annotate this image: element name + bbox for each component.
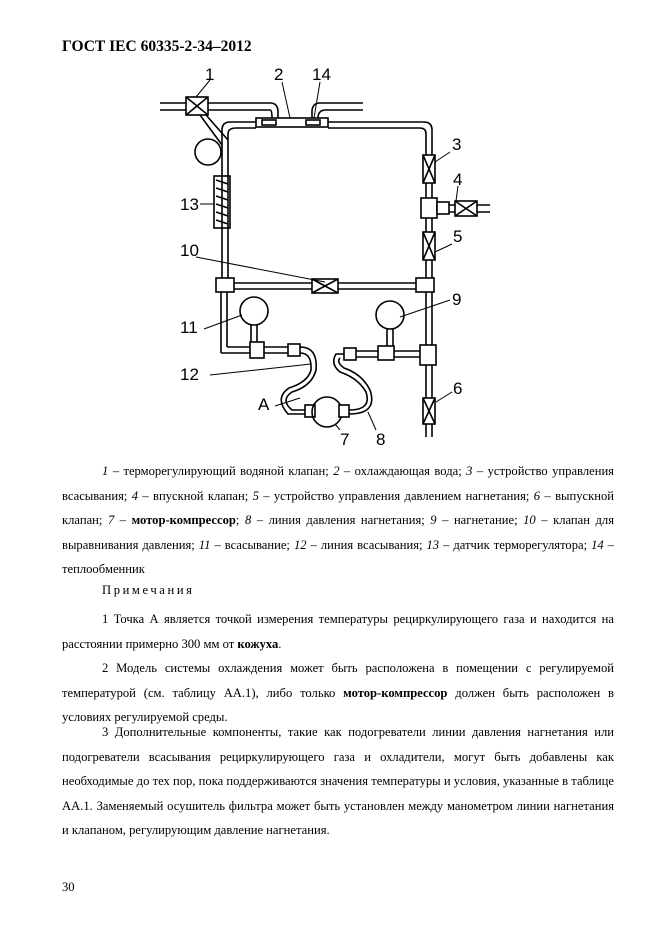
label-14: 14 — [312, 65, 331, 84]
legend-item-14: 14 – теплообменник — [62, 537, 614, 576]
legend-item-2: 2 – охлаждающая вода; — [333, 464, 467, 478]
label-2: 2 — [274, 65, 284, 84]
refrigeration-diagram — [0, 0, 661, 460]
sensor-bulb — [195, 139, 221, 165]
note-1: 1 Точка А является точкой измерения температуры рециркулирующего газа и находится на расстоянии примерно 300 мм от кожуха. — [62, 612, 614, 651]
label-12: 12 — [180, 365, 199, 384]
suction-gauge-11 — [240, 297, 268, 325]
discharge-gauge-9 — [376, 301, 404, 329]
label-7: 7 — [340, 430, 350, 449]
label-9: 9 — [452, 290, 462, 309]
label-1: 1 — [205, 65, 215, 84]
label-11: 11 — [180, 318, 198, 337]
legend-item-13: 13 – датчик терморегулятора; — [426, 537, 592, 552]
legend-item-4: 4 – впускной клапан; — [131, 488, 253, 503]
legend-item-8: 8 – линия давления нагнетания; — [244, 513, 431, 527]
legend-item-1: 1 – терморегулирующий водяной клапан; — [102, 464, 334, 478]
legend-item-11: 11 – всасывание; — [198, 537, 294, 552]
legend-item-9: 9 – нагнетание; — [430, 513, 524, 527]
label-10: 10 — [180, 241, 199, 260]
legend-paragraph — [62, 459, 614, 582]
label-3: 3 — [452, 135, 462, 154]
legend-item-7: 7 – мотор-компрессор; — [107, 513, 245, 527]
label-4: 4 — [453, 170, 463, 189]
legend-item-12: 12 – линия всасывания; — [293, 537, 427, 552]
label-5: 5 — [453, 227, 463, 246]
document-header: ГОСТ IEC 60335-2-34–2012 — [62, 38, 252, 55]
label-6: 6 — [453, 379, 463, 398]
legend-item-6: 6 – выпускной клапан; — [62, 488, 614, 527]
label-8: 8 — [376, 430, 386, 449]
note-3: 3 Дополнительные компоненты, такие как подогреватели линии давления нагнетания или подогреватели всасывания рециркулирующего газа и охладители, могут быть добавлены как необходимые до тех пор, пока поддерживаются значения температуры и условия, указанные в таблице АА.1. Заменяемый осушитель фильтра может быть установлен между манометром линии нагнетания и клапаном, регулирующим давление нагнетания. — [62, 725, 614, 837]
legend-item-5: 5 – устройство управления давлением нагнетания; — [252, 488, 534, 503]
notes-heading: Примечания — [102, 583, 195, 597]
legend-item-3: 3 – устройство управления всасывания; — [62, 464, 614, 503]
page-number: 30 — [62, 880, 75, 894]
label-13: 13 — [180, 195, 199, 214]
legend-item-10: 10 – клапан для выравнивания давления; — [62, 513, 615, 552]
label-A: A — [258, 395, 270, 414]
note-2: 2 Модель системы охлаждения может быть расположена в помещении с регулируемой температурой (см. таблицу АА.1), либо только мотор-компрессор должен быть расположен в условиях регулируемой среды. — [62, 661, 614, 724]
motor-compressor-7 — [312, 397, 342, 427]
